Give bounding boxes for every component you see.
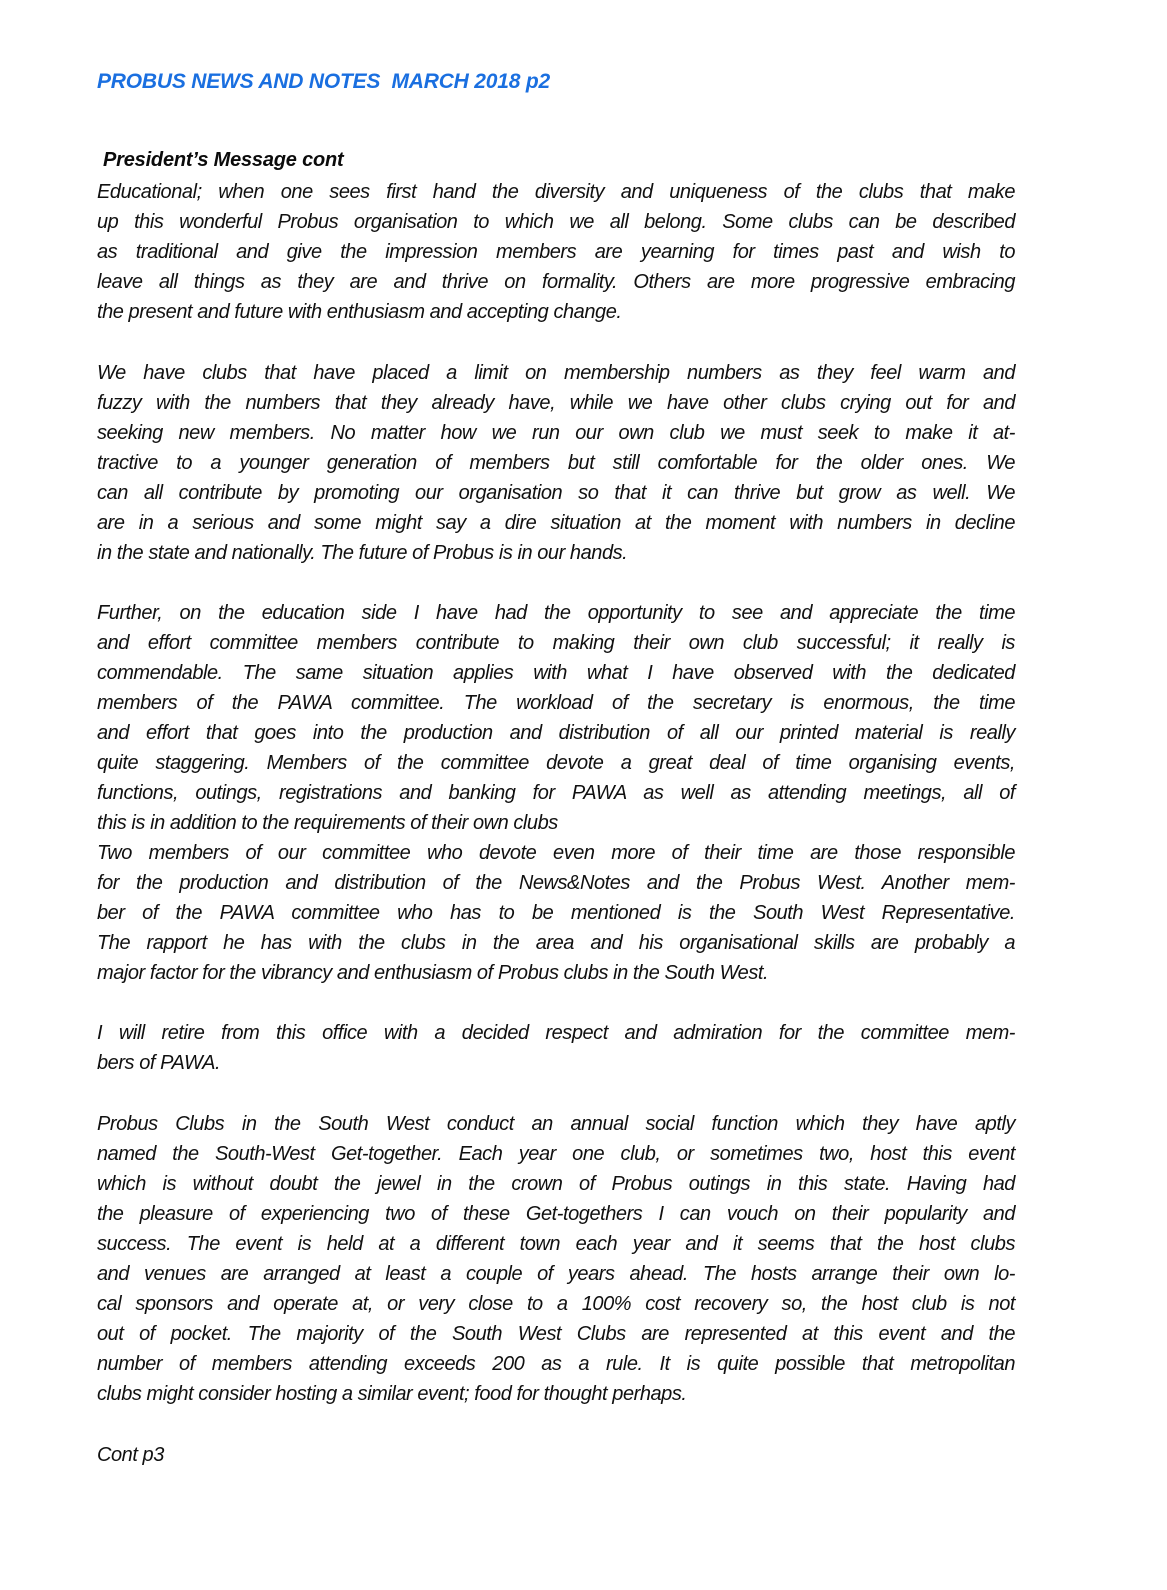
text-line: Two members of our committee who devote even more of their time are those responsible	[97, 842, 1015, 864]
text-line: number of members attending exceeds 200 as a rule. It is quite possible that metropolitan	[97, 1353, 1015, 1375]
text-line: The rapport he has with the clubs in the area and his organisational skills are probably a	[97, 932, 1015, 954]
text-line: cal sponsors and operate at, or very close to a 100% cost recovery so, the host club is not	[97, 1293, 1015, 1315]
text-line: Probus Clubs in the South West conduct an annual social function which they have aptly	[97, 1113, 1015, 1135]
text-line: up this wonderful Probus organisation to which we all belong. Some clubs can be described	[97, 211, 1015, 233]
text-line: quite staggering. Members of the committee devote a great deal of time organising events,	[97, 752, 1015, 774]
text-line: the pleasure of experiencing two of these Get-togethers I can vouch on their popularity and	[97, 1203, 1015, 1225]
text-line: I will retire from this office with a decided respect and admiration for the committee mem-	[97, 1022, 1015, 1044]
text-line: and venues are arranged at least a couple of years ahead. The hosts arrange their own lo-	[97, 1263, 1015, 1285]
newsletter-title: PROBUS NEWS AND NOTES MARCH 2018 p2	[97, 70, 550, 93]
text-line: ber of the PAWA committee who has to be mentioned is the South West Representative.	[97, 902, 1015, 924]
text-line: as traditional and give the impression members are yearning for times past and wish to	[97, 241, 1015, 263]
text-line: commendable. The same situation applies with what I have observed with the dedicated	[97, 662, 1015, 684]
text-line: seeking new members. No matter how we run our own club we must seek to make it at-	[97, 422, 1015, 444]
text-line: which is without doubt the jewel in the crown of Probus outings in this state. Having had	[97, 1173, 1015, 1195]
text-line: in the state and nationally. The future of Probus is in our hands.	[97, 542, 628, 564]
text-line: out of pocket. The majority of the South West Clubs are represented at this event and the	[97, 1323, 1015, 1345]
text-line: for the production and distribution of the News&Notes and the Probus West. Another mem-	[97, 872, 1015, 894]
text-line: can all contribute by promoting our organisation so that it can thrive but grow as well. We	[97, 482, 1015, 504]
text-line: tractive to a younger generation of members but still comfortable for the older ones. We	[97, 452, 1015, 474]
text-line: We have clubs that have placed a limit on membership numbers as they feel warm and	[97, 362, 1015, 384]
text-line: bers of PAWA.	[97, 1052, 221, 1074]
text-line: this is in addition to the requirements of their own clubs	[97, 812, 558, 834]
text-line: success. The event is held at a different town each year and it seems that the host clubs	[97, 1233, 1015, 1255]
text-line: fuzzy with the numbers that they already have, while we have other clubs crying out for and	[97, 392, 1015, 414]
text-line: Further, on the education side I have had the opportunity to see and appreciate the time	[97, 602, 1015, 624]
text-line: clubs might consider hosting a similar event; food for thought perhaps.	[97, 1383, 687, 1405]
text-line: functions, outings, registrations and banking for PAWA as well as attending meetings, all of	[97, 782, 1015, 804]
text-line: named the South-West Get-together. Each year one club, or sometimes two, host this event	[97, 1143, 1015, 1165]
continuation-note: Cont p3	[97, 1444, 164, 1466]
section-heading: President’s Message cont	[103, 149, 344, 171]
text-line: are in a serious and some might say a dire situation at the moment with numbers in decline	[97, 512, 1015, 534]
text-line: and effort that goes into the production and distribution of all our printed material is really	[97, 722, 1015, 744]
text-line: members of the PAWA committee. The workload of the secretary is enormous, the time	[97, 692, 1015, 714]
text-line: leave all things as they are and thrive on formality. Others are more progressive embracing	[97, 271, 1015, 293]
text-line: the present and future with enthusiasm and accepting change.	[97, 301, 622, 323]
text-line: Educational; when one sees first hand the diversity and uniqueness of the clubs that make	[97, 181, 1015, 203]
text-line: major factor for the vibrancy and enthusiasm of Probus clubs in the South West.	[97, 962, 769, 984]
text-line: and effort committee members contribute to making their own club successful; it really is	[97, 632, 1015, 654]
